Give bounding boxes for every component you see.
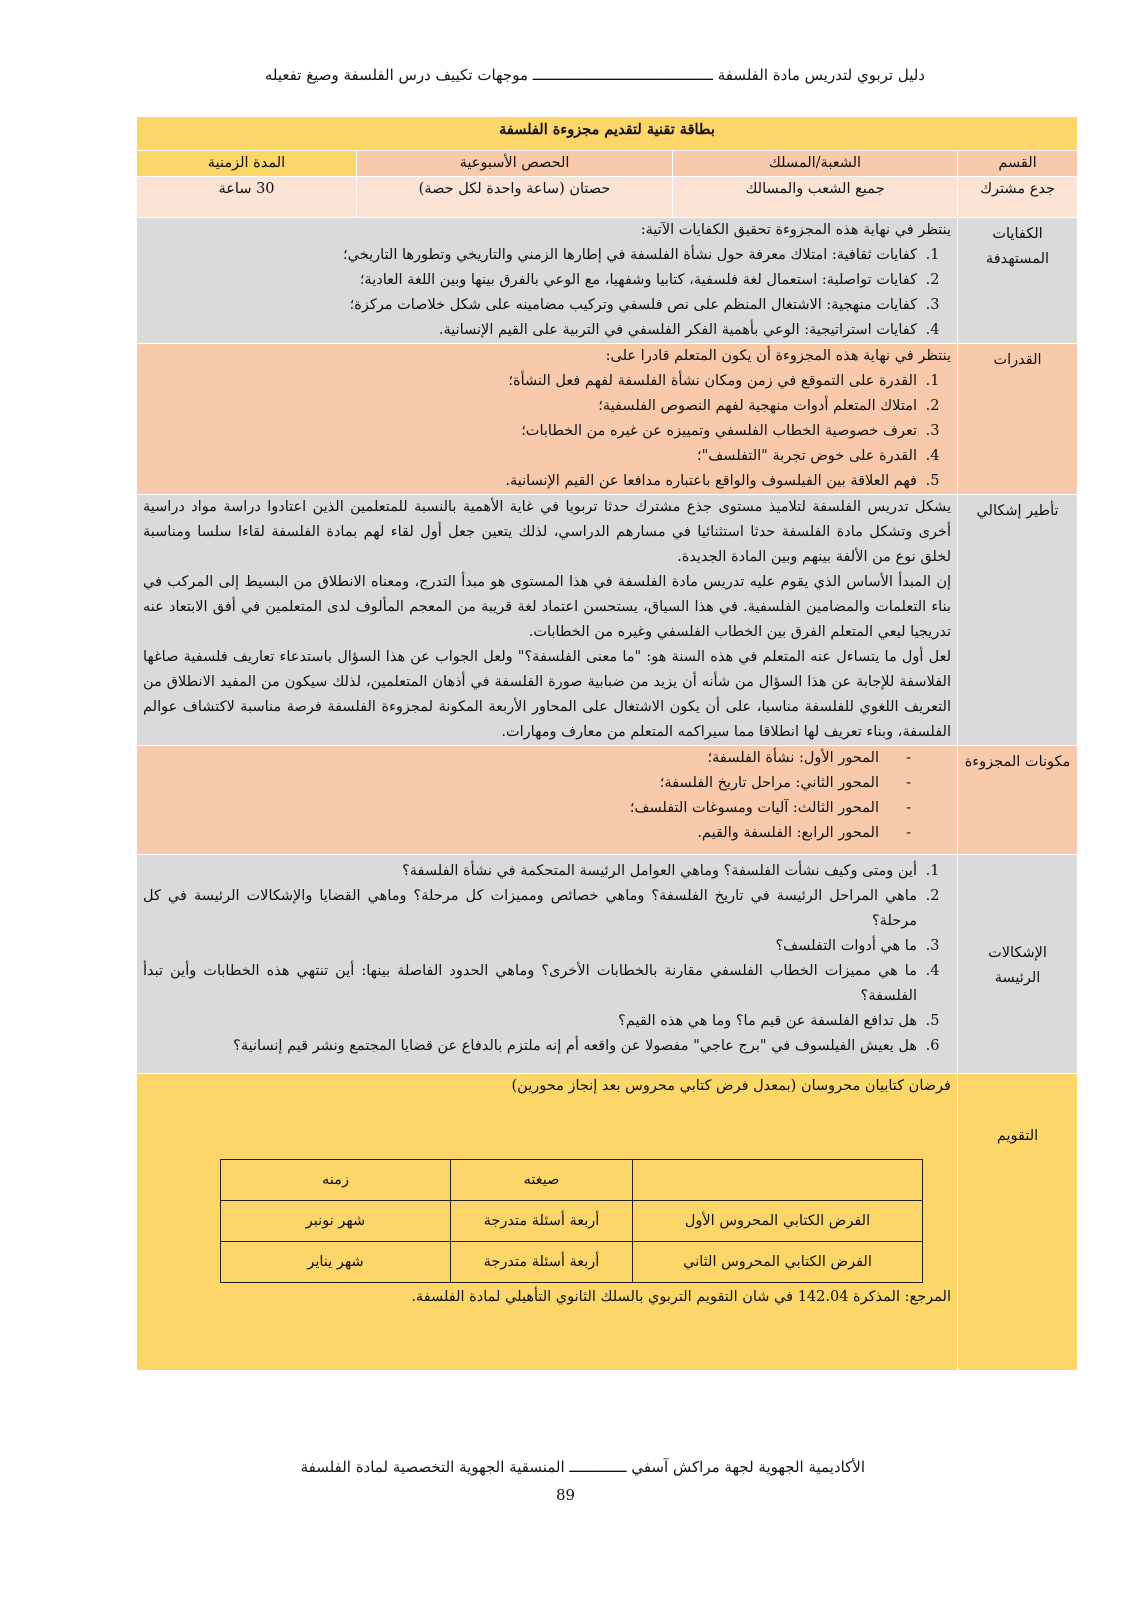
list-item: 5. فهم العلاقة بين الفيلسوف والواقع باعتباره مدافعا عن القيم الإنسانية. — [143, 469, 921, 494]
framing-paragraph: لعل أول ما يتساءل عنه المتعلم في هذه السنة هو: "ما معنى الفلسفة؟" ولعل الجواب عن هذا السؤال باستدعاء تعاريف فلسفية صاغها الفلاسفة للإجابة عن هذا السؤال من شأنه أن يزيد من ضبابية صورة الفلسفة في أذهان المتعلمين، لذلك سيكون من المفيد الانطلاق من التعريف اللغوي للفلسفة مناسبا، على أن يكون الاشتغال على المحاور الأربعة المكونة لمجزوءة الفلسفة فرصة مناسبة لاكتشاف عوالم الفلسفة، وبناء تعريف لها انطلاقا مما سيراكمه المتعلم من معارف ومهارات. — [143, 649, 951, 740]
page-number: 89 — [555, 1486, 576, 1504]
table-cell: الفرض الكتابي المحروس الأول — [633, 1201, 923, 1242]
table-cell: شهر يناير — [221, 1242, 451, 1283]
list-item: - المحور الثالث: آليات ومسوغات التفلسف؛ — [143, 796, 911, 821]
list-item: 1. أين ومتى وكيف نشأت الفلسفة؟ وماهي العوامل الرئيسة المتحكمة في نشأة الفلسفة؟ — [143, 859, 921, 884]
info-weekly-sessions: حصتان (ساعة واحدة لكل حصة) — [357, 177, 673, 218]
framing-label: تأطير إشكالي — [958, 495, 1078, 746]
list-item: - المحور الرابع: الفلسفة والقيم. — [143, 821, 911, 846]
list-item: 1. كفايات ثقافية: امتلاك معرفة حول نشأة الفلسفة في إطارها الزمني والتاريخي وتطورها التاريخي؛ — [143, 243, 921, 268]
table-cell: صيغته — [451, 1160, 633, 1201]
table-cell: شهر نونبر — [221, 1201, 451, 1242]
header-section: القسم — [958, 151, 1078, 177]
list-item: 5. هل تدافع الفلسفة عن قيم ما؟ وما هي هذه القيم؟ — [143, 1009, 921, 1034]
page-header: دليل تربوي لتدريس مادة الفلسفة ـــــــــــــــــــــــــــــــــــــــــ موجهات تكييف درس الفلسفة وصيغ تفعيله — [264, 66, 925, 84]
list-item: 2. ماهي المراحل الرئيسة في تاريخ الفلسفة؟ وماهي خصائص ومميزات كل مرحلة؟ وماهي القضايا والإشكالات الرئيسة في كل مرحلة؟ — [143, 884, 921, 934]
list-item: 6. هل يعيش الفيلسوف في "برج عاجي" مفصولا عن واقعه أم إنه ملتزم بالدفاع عن قضايا المجتمع ونشر قيم إنسانية؟ — [143, 1034, 921, 1059]
abilities-content — [137, 344, 958, 495]
list-item: 3. كفايات منهجية: الاشتغال المنظم على نص فلسفي وتركيب مضامينه على شكل خلاصات مركزة؛ — [143, 293, 921, 318]
table-row — [221, 1242, 923, 1283]
list-item: 4. كفايات استراتيجية: الوعي بأهمية الفكر الفلسفي في التربية على القيم الإنسانية. — [143, 318, 921, 343]
card-title: بطاقة تقنية لتقديم مجزوءة الفلسفة — [137, 117, 1078, 151]
competencies-intro: ينتظر في نهاية هذه المجزوءة تحقيق الكفايات الآتية: — [640, 222, 951, 238]
header-duration: المدة الزمنية — [137, 151, 357, 177]
header-weekly-sessions: الحصص الأسبوعية — [357, 151, 673, 177]
problematics-list — [143, 855, 951, 1059]
list-item: 3. تعرف خصوصية الخطاب الفلسفي وتمييزه عن غيره من الخطابات؛ — [143, 419, 921, 444]
abilities-intro: ينتظر في نهاية هذه المجزوءة أن يكون المتعلم قادرا على: — [605, 348, 951, 364]
info-section: جدع مشترك — [958, 177, 1078, 218]
abilities-label: القدرات — [958, 344, 1078, 495]
evaluation-content — [137, 1074, 958, 1371]
list-item: - المحور الثاني: مراحل تاريخ الفلسفة؛ — [143, 771, 911, 796]
problematics-label: الإشكالات الرئيسة — [958, 855, 1078, 1074]
table-row — [221, 1160, 923, 1201]
info-branch: جميع الشعب والمسالك — [673, 177, 958, 218]
list-item: 1. القدرة على التموقع في زمن ومكان نشأة الفلسفة لفهم فعل النشأة؛ — [143, 369, 921, 394]
list-item: 4. القدرة على خوض تجربة "التفلسف"؛ — [143, 444, 921, 469]
module-card — [136, 116, 1078, 1371]
table-row — [221, 1201, 923, 1242]
table-cell: زمنه — [221, 1160, 451, 1201]
table-cell — [633, 1160, 923, 1201]
list-item: 3. ما هي أدوات التفلسف؟ — [143, 934, 921, 959]
framing-paragraph: إن المبدأ الأساس الذي يقوم عليه تدريس مادة الفلسفة في هذا المستوى هو مبدأ التدرج، ومعناه الانطلاق من البسيط إلى المركب في بناء التعلمات والمضامين الفلسفية. في هذا السياق، يستحسن اعتماد لغة قريبة من المعجم المألوف لدى المتعلمين في أفق الابتعاد عنه تدريجيا ليعي المتعلم الفرق بين الخطاب الفلسفي وغيره من الخطابات. — [143, 574, 951, 640]
problematics-content — [137, 855, 958, 1074]
list-item: 2. كفايات تواصلية: استعمال لغة فلسفية، كتابيا وشفهيا، مع الوعي بالفرق بينها وبين اللغة العادية؛ — [143, 268, 921, 293]
abilities-list — [143, 369, 951, 494]
components-content — [137, 746, 958, 855]
evaluation-label: التقويم — [958, 1074, 1078, 1371]
components-list — [143, 746, 951, 846]
components-label: مكونات المجزوءة — [958, 746, 1078, 855]
evaluation-reference: المرجع: المذكرة 142.04 في شان التقويم التربوي بالسلك الثانوي التأهيلي لمادة الفلسفة. — [411, 1289, 951, 1305]
list-item: 4. ما هي مميزات الخطاب الفلسفي مقارنة بالخطابات الأخرى؟ وماهي الحدود الفاصلة بينها: أين تنتهي هذه الخطابات وأين تبدأ الفلسفة؟ — [143, 959, 921, 1009]
framing-paragraph: يشكل تدريس الفلسفة لتلاميذ مستوى جذع مشترك حدثا تربويا في غاية الأهمية بالنسبة للمتعلمين الذين اعتادوا دراسة مواد دراسية أخرى وتشكل مادة الفلسفة حدثا استثنائيا في مسارهم الدراسي، لذلك يتعين جعل أول لقاء لهم بمادة الفلسفة لقاءا سلسا ومناسبة لخلق نوع من الألفة بينهم وبين المادة الجديدة. — [143, 499, 951, 565]
list-item: - المحور الأول: نشأة الفلسفة؛ — [143, 746, 911, 771]
table-cell: أربعة أسئلة متدرجة — [451, 1201, 633, 1242]
evaluation-table — [220, 1159, 923, 1283]
table-cell: أربعة أسئلة متدرجة — [451, 1242, 633, 1283]
competencies-content — [137, 218, 958, 344]
competencies-label: الكفايات المستهدفة — [958, 218, 1078, 344]
header-branch: الشعبة/المسلك — [673, 151, 958, 177]
list-item: 2. امتلاك المتعلم أدوات منهجية لفهم النصوص الفلسفية؛ — [143, 394, 921, 419]
framing-content — [137, 495, 958, 746]
evaluation-intro: فرضان كتابيان محروسان (بمعدل فرض كتابي محروس بعد إنجاز محورين) — [511, 1078, 951, 1094]
table-cell: الفرض الكتابي المحروس الثاني — [633, 1242, 923, 1283]
page-footer: الأكاديمية الجهوية لجهة مراكش آسفي ـــــــــــــ المنسقية الجهوية التخصصية لمادة الفلسفة — [300, 1458, 865, 1476]
info-duration: 30 ساعة — [137, 177, 357, 218]
competencies-list — [143, 243, 951, 343]
